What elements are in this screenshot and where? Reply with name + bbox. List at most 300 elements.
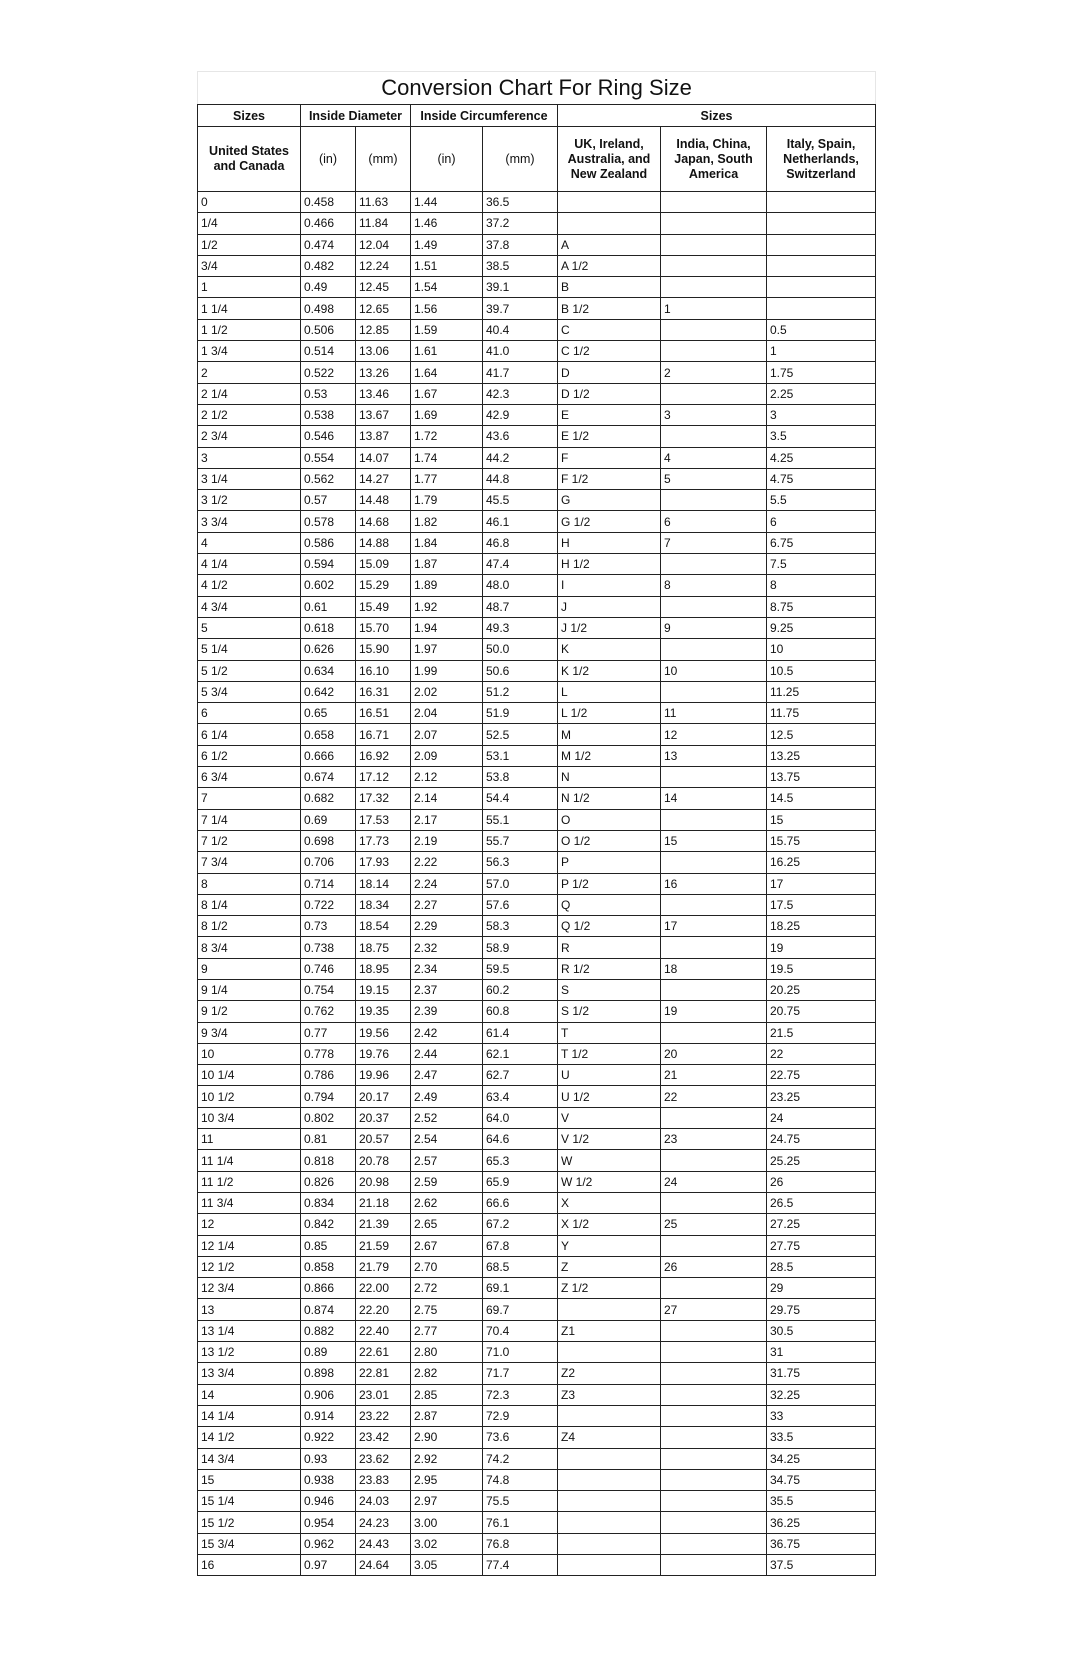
cell-circumference-in: 1.61 <box>411 341 483 362</box>
cell-india-size <box>661 1192 767 1213</box>
cell-italy-size: 10 <box>767 639 876 660</box>
cell-circumference-mm: 44.2 <box>483 447 558 468</box>
cell-circumference-mm: 42.9 <box>483 404 558 425</box>
cell-india-size <box>661 1363 767 1384</box>
cell-uk-size <box>558 1299 661 1320</box>
cell-circumference-mm: 56.3 <box>483 852 558 873</box>
cell-diameter-in: 0.53 <box>301 383 356 404</box>
cell-india-size <box>661 1320 767 1341</box>
cell-diameter-in: 0.938 <box>301 1469 356 1490</box>
cell-india-size <box>661 234 767 255</box>
cell-circumference-in: 2.62 <box>411 1192 483 1213</box>
cell-diameter-in: 0.474 <box>301 234 356 255</box>
cell-us-size: 11 <box>198 1129 301 1150</box>
cell-diameter-in: 0.778 <box>301 1043 356 1064</box>
cell-circumference-mm: 37.8 <box>483 234 558 255</box>
table-row <box>198 979 876 1000</box>
cell-uk-size: G 1/2 <box>558 511 661 532</box>
cell-diameter-mm: 19.35 <box>356 1001 411 1022</box>
cell-india-size <box>661 809 767 830</box>
cell-italy-size: 7.5 <box>767 554 876 575</box>
cell-circumference-in: 2.80 <box>411 1342 483 1363</box>
cell-circumference-mm: 65.3 <box>483 1150 558 1171</box>
table-row <box>198 298 876 319</box>
cell-india-size <box>661 979 767 1000</box>
cell-italy-size: 3 <box>767 404 876 425</box>
cell-us-size: 1 <box>198 277 301 298</box>
table-row <box>198 255 876 276</box>
table-row <box>198 852 876 873</box>
cell-diameter-in: 0.466 <box>301 213 356 234</box>
cell-uk-size: L 1/2 <box>558 703 661 724</box>
cell-uk-size: D <box>558 362 661 383</box>
table-row <box>198 1491 876 1512</box>
cell-uk-size: Z <box>558 1256 661 1277</box>
cell-uk-size: I <box>558 575 661 596</box>
cell-italy-size: 22.75 <box>767 1065 876 1086</box>
cell-circumference-mm: 45.5 <box>483 490 558 511</box>
cell-diameter-mm: 12.85 <box>356 319 411 340</box>
cell-italy-size: 15.75 <box>767 830 876 851</box>
cell-circumference-in: 2.32 <box>411 937 483 958</box>
cell-circumference-mm: 64.0 <box>483 1107 558 1128</box>
cell-diameter-mm: 16.92 <box>356 745 411 766</box>
cell-circumference-in: 2.95 <box>411 1469 483 1490</box>
header-inside-diameter: Inside Diameter <box>301 105 411 127</box>
cell-india-size <box>661 1427 767 1448</box>
cell-diameter-in: 0.906 <box>301 1384 356 1405</box>
table-row <box>198 1129 876 1150</box>
cell-us-size: 4 1/2 <box>198 575 301 596</box>
cell-uk-size: A 1/2 <box>558 255 661 276</box>
cell-diameter-mm: 17.93 <box>356 852 411 873</box>
cell-diameter-in: 0.882 <box>301 1320 356 1341</box>
cell-diameter-in: 0.554 <box>301 447 356 468</box>
cell-italy-size: 14.5 <box>767 788 876 809</box>
cell-us-size: 10 1/4 <box>198 1065 301 1086</box>
cell-us-size: 7 1/4 <box>198 809 301 830</box>
cell-italy-size: 10.5 <box>767 660 876 681</box>
cell-italy-size: 0.5 <box>767 319 876 340</box>
cell-italy-size <box>767 255 876 276</box>
cell-us-size: 0 <box>198 192 301 213</box>
col-circumference-in: (in) <box>411 127 483 192</box>
cell-italy-size <box>767 213 876 234</box>
cell-circumference-mm: 43.6 <box>483 426 558 447</box>
cell-india-size <box>661 1235 767 1256</box>
cell-italy-size: 6 <box>767 511 876 532</box>
cell-india-size: 15 <box>661 830 767 851</box>
table-body <box>198 192 876 1576</box>
cell-italy-size: 27.25 <box>767 1214 876 1235</box>
cell-us-size: 15 <box>198 1469 301 1490</box>
table-row <box>198 873 876 894</box>
cell-us-size: 5 <box>198 617 301 638</box>
cell-italy-size: 1.75 <box>767 362 876 383</box>
cell-diameter-in: 0.898 <box>301 1363 356 1384</box>
cell-us-size: 2 3/4 <box>198 426 301 447</box>
cell-india-size <box>661 894 767 915</box>
cell-italy-size: 8 <box>767 575 876 596</box>
cell-italy-size <box>767 277 876 298</box>
cell-uk-size <box>558 1342 661 1363</box>
cell-india-size: 24 <box>661 1171 767 1192</box>
cell-diameter-in: 0.802 <box>301 1107 356 1128</box>
cell-circumference-mm: 37.2 <box>483 213 558 234</box>
cell-italy-size: 11.75 <box>767 703 876 724</box>
cell-us-size: 7 <box>198 788 301 809</box>
cell-circumference-in: 1.67 <box>411 383 483 404</box>
cell-diameter-mm: 21.59 <box>356 1235 411 1256</box>
cell-circumference-in: 2.22 <box>411 852 483 873</box>
cell-diameter-in: 0.834 <box>301 1192 356 1213</box>
cell-diameter-mm: 15.70 <box>356 617 411 638</box>
cell-italy-size: 11.25 <box>767 681 876 702</box>
cell-circumference-in: 2.67 <box>411 1235 483 1256</box>
cell-us-size: 10 3/4 <box>198 1107 301 1128</box>
cell-india-size <box>661 383 767 404</box>
cell-diameter-mm: 17.53 <box>356 809 411 830</box>
cell-circumference-in: 1.59 <box>411 319 483 340</box>
cell-us-size: 5 3/4 <box>198 681 301 702</box>
cell-uk-size: K 1/2 <box>558 660 661 681</box>
cell-uk-size: J <box>558 596 661 617</box>
cell-circumference-in: 2.27 <box>411 894 483 915</box>
cell-diameter-mm: 15.09 <box>356 554 411 575</box>
cell-circumference-in: 2.42 <box>411 1022 483 1043</box>
cell-circumference-in: 2.04 <box>411 703 483 724</box>
cell-us-size: 8 1/4 <box>198 894 301 915</box>
cell-uk-size: D 1/2 <box>558 383 661 404</box>
cell-diameter-in: 0.666 <box>301 745 356 766</box>
cell-circumference-mm: 69.7 <box>483 1299 558 1320</box>
cell-us-size: 3/4 <box>198 255 301 276</box>
cell-diameter-in: 0.506 <box>301 319 356 340</box>
cell-diameter-in: 0.73 <box>301 916 356 937</box>
cell-us-size: 3 1/4 <box>198 468 301 489</box>
cell-us-size: 3 3/4 <box>198 511 301 532</box>
cell-diameter-mm: 13.46 <box>356 383 411 404</box>
cell-diameter-in: 0.97 <box>301 1555 356 1576</box>
cell-circumference-mm: 72.9 <box>483 1405 558 1426</box>
cell-circumference-mm: 71.7 <box>483 1363 558 1384</box>
cell-uk-size: U 1/2 <box>558 1086 661 1107</box>
cell-india-size <box>661 426 767 447</box>
cell-diameter-mm: 12.24 <box>356 255 411 276</box>
cell-diameter-in: 0.626 <box>301 639 356 660</box>
cell-circumference-mm: 41.7 <box>483 362 558 383</box>
cell-diameter-mm: 20.98 <box>356 1171 411 1192</box>
cell-diameter-mm: 23.01 <box>356 1384 411 1405</box>
cell-diameter-in: 0.738 <box>301 937 356 958</box>
cell-italy-size: 35.5 <box>767 1491 876 1512</box>
cell-diameter-mm: 24.43 <box>356 1533 411 1554</box>
cell-circumference-mm: 57.0 <box>483 873 558 894</box>
cell-us-size: 12 <box>198 1214 301 1235</box>
cell-india-size <box>661 1533 767 1554</box>
header-sizes-right: Sizes <box>558 105 876 127</box>
cell-circumference-mm: 76.1 <box>483 1512 558 1533</box>
cell-circumference-mm: 46.1 <box>483 511 558 532</box>
cell-circumference-in: 1.51 <box>411 255 483 276</box>
cell-circumference-in: 2.87 <box>411 1405 483 1426</box>
cell-india-size <box>661 1405 767 1426</box>
cell-uk-size: H 1/2 <box>558 554 661 575</box>
cell-italy-size: 6.75 <box>767 532 876 553</box>
table-row <box>198 1150 876 1171</box>
cell-uk-size: S 1/2 <box>558 1001 661 1022</box>
cell-diameter-in: 0.826 <box>301 1171 356 1192</box>
cell-us-size: 1 1/4 <box>198 298 301 319</box>
cell-diameter-mm: 13.67 <box>356 404 411 425</box>
cell-us-size: 4 1/4 <box>198 554 301 575</box>
table-row <box>198 1299 876 1320</box>
cell-italy-size: 24 <box>767 1107 876 1128</box>
cell-india-size: 1 <box>661 298 767 319</box>
cell-diameter-in: 0.634 <box>301 660 356 681</box>
cell-uk-size <box>558 1448 661 1469</box>
cell-italy-size: 25.25 <box>767 1150 876 1171</box>
cell-circumference-in: 2.02 <box>411 681 483 702</box>
cell-diameter-in: 0.546 <box>301 426 356 447</box>
cell-us-size: 13 1/4 <box>198 1320 301 1341</box>
cell-italy-size: 3.5 <box>767 426 876 447</box>
cell-diameter-mm: 20.57 <box>356 1129 411 1150</box>
table-row <box>198 894 876 915</box>
cell-uk-size <box>558 1469 661 1490</box>
col-diameter-mm: (mm) <box>356 127 411 192</box>
cell-india-size <box>661 937 767 958</box>
cell-us-size: 6 <box>198 703 301 724</box>
chart-title: Conversion Chart For Ring Size <box>198 72 876 105</box>
cell-diameter-mm: 24.64 <box>356 1555 411 1576</box>
cell-india-size: 9 <box>661 617 767 638</box>
cell-circumference-in: 2.37 <box>411 979 483 1000</box>
cell-uk-size: N 1/2 <box>558 788 661 809</box>
cell-uk-size: Z4 <box>558 1427 661 1448</box>
cell-india-size <box>661 490 767 511</box>
cell-circumference-mm: 57.6 <box>483 894 558 915</box>
cell-diameter-mm: 18.54 <box>356 916 411 937</box>
cell-diameter-in: 0.49 <box>301 277 356 298</box>
cell-india-size <box>661 1555 767 1576</box>
cell-italy-size: 28.5 <box>767 1256 876 1277</box>
cell-uk-size <box>558 1491 661 1512</box>
cell-us-size: 6 1/2 <box>198 745 301 766</box>
cell-diameter-in: 0.85 <box>301 1235 356 1256</box>
table-row <box>198 1448 876 1469</box>
table-row <box>198 1512 876 1533</box>
cell-india-size: 19 <box>661 1001 767 1022</box>
cell-circumference-in: 1.69 <box>411 404 483 425</box>
table-row <box>198 788 876 809</box>
cell-diameter-mm: 23.42 <box>356 1427 411 1448</box>
cell-uk-size: N <box>558 767 661 788</box>
cell-us-size: 9 <box>198 958 301 979</box>
table-row <box>198 1214 876 1235</box>
cell-circumference-in: 2.17 <box>411 809 483 830</box>
header-sizes-left: Sizes <box>198 105 301 127</box>
table-row <box>198 1469 876 1490</box>
cell-circumference-mm: 60.8 <box>483 1001 558 1022</box>
cell-diameter-in: 0.698 <box>301 830 356 851</box>
cell-india-size <box>661 1491 767 1512</box>
cell-italy-size: 21.5 <box>767 1022 876 1043</box>
cell-diameter-in: 0.754 <box>301 979 356 1000</box>
cell-italy-size <box>767 234 876 255</box>
cell-italy-size: 31 <box>767 1342 876 1363</box>
cell-diameter-in: 0.682 <box>301 788 356 809</box>
table-row <box>198 1363 876 1384</box>
cell-india-size: 23 <box>661 1129 767 1150</box>
cell-diameter-mm: 21.18 <box>356 1192 411 1213</box>
table-row <box>198 490 876 511</box>
cell-circumference-mm: 46.8 <box>483 532 558 553</box>
cell-uk-size: W 1/2 <box>558 1171 661 1192</box>
cell-us-size: 13 3/4 <box>198 1363 301 1384</box>
cell-uk-size: M <box>558 724 661 745</box>
table-row <box>198 532 876 553</box>
table-row <box>198 1235 876 1256</box>
cell-circumference-mm: 50.0 <box>483 639 558 660</box>
cell-india-size: 11 <box>661 703 767 724</box>
cell-india-size: 8 <box>661 575 767 596</box>
cell-italy-size: 17 <box>767 873 876 894</box>
cell-us-size: 6 3/4 <box>198 767 301 788</box>
cell-us-size: 5 1/4 <box>198 639 301 660</box>
cell-circumference-mm: 59.5 <box>483 958 558 979</box>
cell-circumference-in: 2.65 <box>411 1214 483 1235</box>
cell-diameter-in: 0.81 <box>301 1129 356 1150</box>
table-row <box>198 575 876 596</box>
cell-circumference-mm: 51.9 <box>483 703 558 724</box>
table-row <box>198 1001 876 1022</box>
cell-diameter-in: 0.514 <box>301 341 356 362</box>
cell-italy-size <box>767 192 876 213</box>
table-row <box>198 937 876 958</box>
cell-diameter-in: 0.594 <box>301 554 356 575</box>
cell-italy-size: 18.25 <box>767 916 876 937</box>
cell-circumference-mm: 67.8 <box>483 1235 558 1256</box>
cell-us-size: 13 <box>198 1299 301 1320</box>
cell-india-size: 7 <box>661 532 767 553</box>
cell-diameter-mm: 14.68 <box>356 511 411 532</box>
table-row <box>198 192 876 213</box>
cell-us-size: 3 <box>198 447 301 468</box>
cell-diameter-in: 0.674 <box>301 767 356 788</box>
cell-diameter-mm: 16.31 <box>356 681 411 702</box>
cell-circumference-mm: 71.0 <box>483 1342 558 1363</box>
cell-italy-size: 15 <box>767 809 876 830</box>
cell-uk-size: H <box>558 532 661 553</box>
cell-us-size: 9 1/4 <box>198 979 301 1000</box>
table-row <box>198 511 876 532</box>
cell-circumference-in: 1.89 <box>411 575 483 596</box>
cell-india-size <box>661 341 767 362</box>
cell-circumference-in: 2.59 <box>411 1171 483 1192</box>
cell-circumference-mm: 42.3 <box>483 383 558 404</box>
cell-circumference-in: 2.34 <box>411 958 483 979</box>
table-row <box>198 617 876 638</box>
cell-diameter-in: 0.61 <box>301 596 356 617</box>
cell-circumference-mm: 67.2 <box>483 1214 558 1235</box>
cell-us-size: 16 <box>198 1555 301 1576</box>
cell-italy-size: 5.5 <box>767 490 876 511</box>
cell-us-size: 2 1/4 <box>198 383 301 404</box>
cell-india-size: 14 <box>661 788 767 809</box>
cell-india-size <box>661 767 767 788</box>
cell-diameter-in: 0.794 <box>301 1086 356 1107</box>
table-row <box>198 1278 876 1299</box>
col-india-china-japan-south-america: India, China, Japan, South America <box>661 127 767 192</box>
cell-india-size: 2 <box>661 362 767 383</box>
table-row <box>198 596 876 617</box>
cell-circumference-in: 2.12 <box>411 767 483 788</box>
cell-circumference-in: 2.14 <box>411 788 483 809</box>
cell-italy-size: 33 <box>767 1405 876 1426</box>
cell-uk-size: J 1/2 <box>558 617 661 638</box>
cell-circumference-in: 2.39 <box>411 1001 483 1022</box>
cell-italy-size: 34.75 <box>767 1469 876 1490</box>
cell-diameter-in: 0.914 <box>301 1405 356 1426</box>
cell-circumference-mm: 74.2 <box>483 1448 558 1469</box>
cell-diameter-mm: 13.26 <box>356 362 411 383</box>
cell-italy-size: 2.25 <box>767 383 876 404</box>
ring-size-table <box>197 71 876 1576</box>
cell-diameter-mm: 23.83 <box>356 1469 411 1490</box>
cell-india-size <box>661 1469 767 1490</box>
cell-us-size: 8 <box>198 873 301 894</box>
cell-us-size: 12 1/4 <box>198 1235 301 1256</box>
cell-uk-size <box>558 213 661 234</box>
table-row <box>198 660 876 681</box>
cell-circumference-in: 2.44 <box>411 1043 483 1064</box>
cell-diameter-in: 0.57 <box>301 490 356 511</box>
cell-uk-size: F 1/2 <box>558 468 661 489</box>
table-row <box>198 767 876 788</box>
cell-italy-size: 8.75 <box>767 596 876 617</box>
cell-circumference-mm: 69.1 <box>483 1278 558 1299</box>
cell-uk-size: W <box>558 1150 661 1171</box>
cell-circumference-in: 2.57 <box>411 1150 483 1171</box>
cell-us-size: 5 1/2 <box>198 660 301 681</box>
cell-circumference-mm: 47.4 <box>483 554 558 575</box>
cell-circumference-in: 2.29 <box>411 916 483 937</box>
cell-italy-size: 36.75 <box>767 1533 876 1554</box>
cell-diameter-mm: 12.45 <box>356 277 411 298</box>
cell-india-size <box>661 319 767 340</box>
cell-us-size: 1 1/2 <box>198 319 301 340</box>
cell-circumference-in: 2.54 <box>411 1129 483 1150</box>
cell-us-size: 11 1/4 <box>198 1150 301 1171</box>
cell-italy-size: 34.25 <box>767 1448 876 1469</box>
table-row <box>198 213 876 234</box>
cell-circumference-in: 2.07 <box>411 724 483 745</box>
cell-us-size: 3 1/2 <box>198 490 301 511</box>
cell-diameter-in: 0.538 <box>301 404 356 425</box>
cell-india-size <box>661 1448 767 1469</box>
cell-india-size <box>661 596 767 617</box>
cell-us-size: 4 <box>198 532 301 553</box>
cell-circumference-in: 2.19 <box>411 830 483 851</box>
cell-uk-size: F <box>558 447 661 468</box>
cell-circumference-mm: 68.5 <box>483 1256 558 1277</box>
cell-uk-size: Q <box>558 894 661 915</box>
cell-italy-size: 26.5 <box>767 1192 876 1213</box>
cell-circumference-mm: 63.4 <box>483 1086 558 1107</box>
cell-us-size: 11 1/2 <box>198 1171 301 1192</box>
cell-diameter-mm: 23.62 <box>356 1448 411 1469</box>
